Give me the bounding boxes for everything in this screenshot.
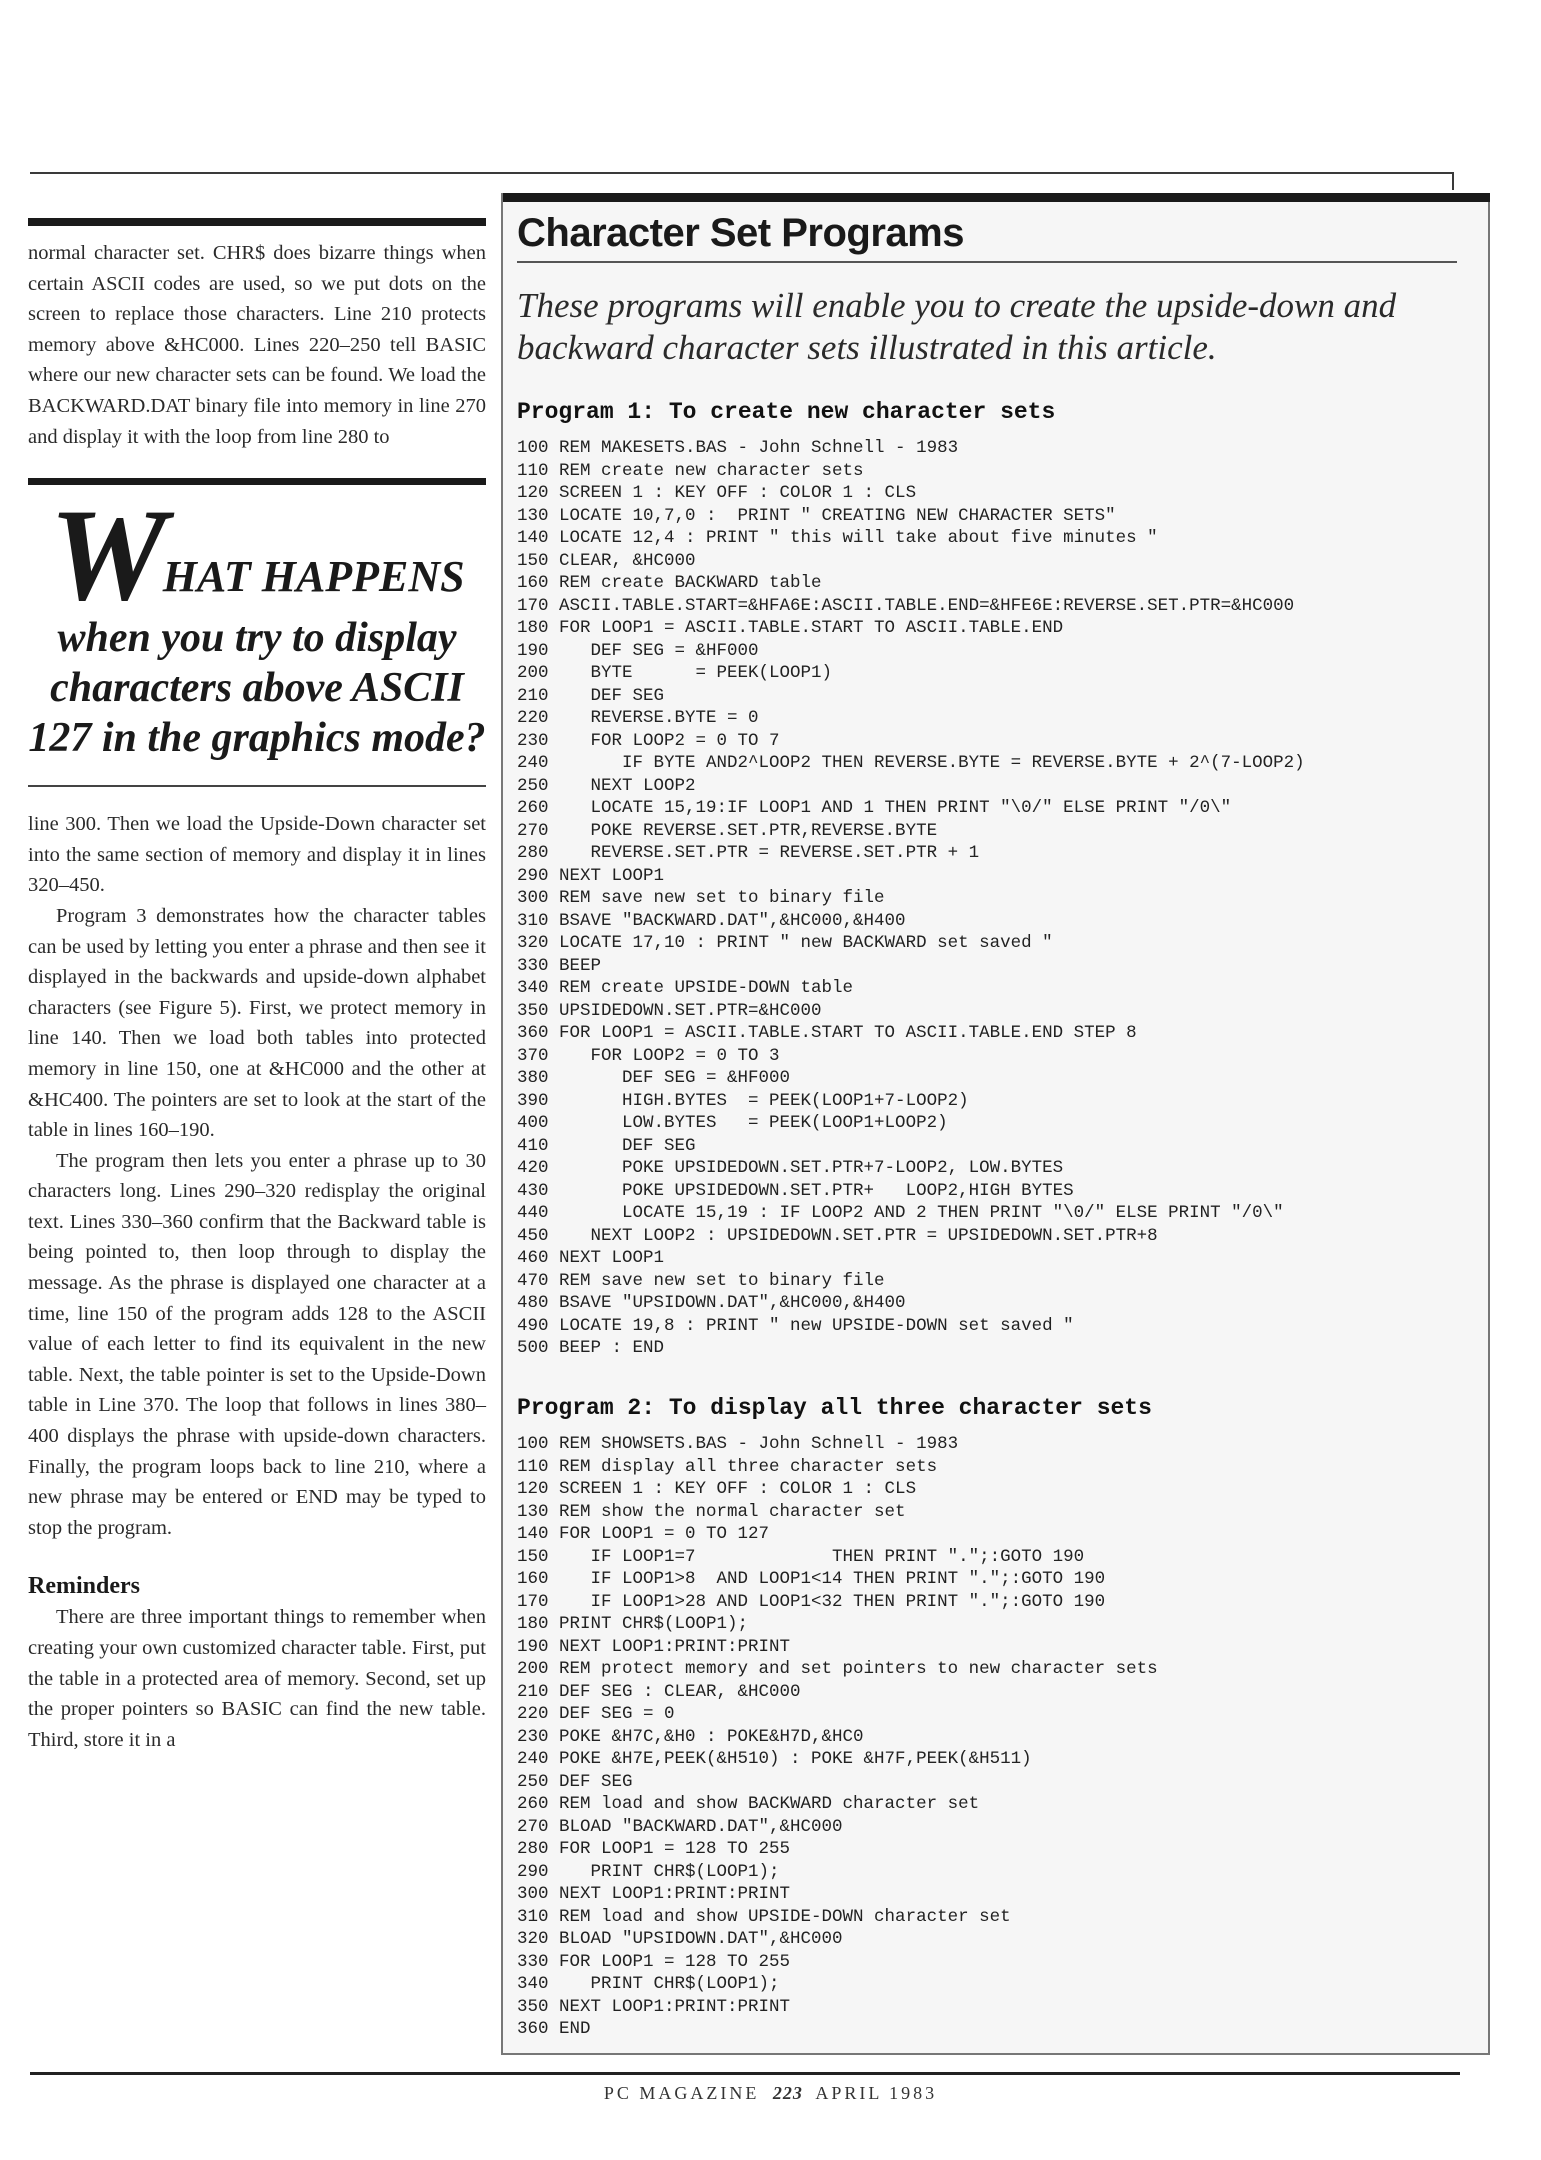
paragraph-5: There are three important things to remember when creating your own customized character table. First, put the table in a protected area of memory. Second, set up the proper pointers so BASIC can find the new table. Third, store it in a bbox=[28, 1606, 486, 1751]
pull-quote-subtitle: when you try to display characters above ASCII 127 in the graphics mode? bbox=[28, 615, 486, 762]
top-rule bbox=[30, 172, 1454, 174]
program-1-code: 100 REM MAKESETS.BAS - John Schnell - 1983 110 REM create new character sets 120 SCREEN 1 : KEY OFF : COLOR 1 : CLS 130 LOCATE 10,7,0 : PRINT " CREATING NEW CHARACTER SETS" 140 LOCATE 12,4 : PRINT " this will take about five minutes " 150 CLEAR, &HC000 160 REM create BACKWARD table 170 ASCII.TABLE.START=&HFA6E:ASCII.TABLE.END=&HFE6E:REVERSE.SET.PTR=&HC000 180 FOR LOOP1 = ASCII.TABLE.START TO ASCII.TABLE.END 190 DEF SEG = &HF000 200 BYTE = PEEK(LOOP1) 210 DEF SEG 220 REVERSE.BYTE = 0 230 FOR LOOP2 = 0 TO 7 240 IF BYTE AND2^LOOP2 THEN REVERSE.BYTE = REVERSE.BYTE + 2^(7-LOOP2) 250 NEXT LOOP2 260 LOCATE 15,19:IF LOOP1 AND 1 THEN PRINT "\0/" ELSE PRINT "/0\" 270 POKE REVERSE.SET.PTR,REVERSE.BYTE 280 REVERSE.SET.PTR = REVERSE.SET.PTR + 1 290 NEXT LOOP1 300 REM save new set to binary file 310 BSAVE "BACKWARD.DAT",&HC000,&H400 320 LOCATE 17,10 : PRINT " new BACKWARD set saved " 330 BEEP 340 REM create UPSIDE-DOWN table 350 UPSIDEDOWN.SET.PTR=&HC000 360 FOR LOOP1 = ASCII.TABLE.START TO ASCII.TABLE.END STEP 8 370 FOR LOOP2 = 0 TO 3 380 DEF SEG = &HF000 390 HIGH.BYTES = PEEK(LOOP1+7-LOOP2) 400 LOW.BYTES = PEEK(LOOP1+LOOP2) 410 DEF SEG 420 POKE UPSIDEDOWN.SET.PTR+7-LOOP2, LOW.BYTES 430 POKE UPSIDEDOWN.SET.PTR+ LOOP2,HIGH BYTES 440 LOCATE 15,19 : IF LOOP2 AND 2 THEN PRINT "\0/" ELSE PRINT "/0\" 450 NEXT LOOP2 : UPSIDEDOWN.SET.PTR = UPSIDEDOWN.SET.PTR+8 460 NEXT LOOP1 470 REM save new set to binary file 480 BSAVE "UPSIDOWN.DAT",&HC000,&H400 490 LOCATE 19,8 : PRINT " new UPSIDE-DOWN set saved " 500 BEEP : END bbox=[517, 438, 1305, 1358]
footer-page-number: 223 bbox=[772, 2083, 803, 2103]
box-intro: These programs will enable you to create the upside-down and backward character sets illustrated in this article. bbox=[517, 286, 1397, 367]
box-top-bar bbox=[503, 193, 1490, 202]
box-title-rule bbox=[517, 261, 1457, 263]
paragraph-4: The program then lets you enter a phrase up to 30 characters long. Lines 290–320 redisplay the original text. Lines 330–360 confirm that the Backward table is being pointed to, then loop through to display the message. As the phrase is displayed one character at a time, line 150 of the program adds 128 to the ASCII value of each letter to find its equivalent in the new table. Next, the table pointer is set to the Upside-Down table in Line 370. The loop that follows in lines 380–400 displays the phrase with upside-down characters. Finally, the program loops back to line 210, where a new phrase may be entered or END may be typed to stop the program. bbox=[28, 1149, 486, 1539]
program-2-code: 100 REM SHOWSETS.BAS - John Schnell - 1983 110 REM display all three character sets 120 SCREEN 1 : KEY OFF : COLOR 1 : CLS 130 REM show the normal character set 140 FOR LOOP1 = 0 TO 127 150 IF LOOP1=7 THEN PRINT ".";:GOTO 190 160 IF LOOP1>8 AND LOOP1<14 THEN PRINT ".";:GOTO 190 170 IF LOOP1>28 AND LOOP1<32 THEN PRINT ".";:GOTO 190 180 PRINT CHR$(LOOP1); 190 NEXT LOOP1:PRINT:PRINT 200 REM protect memory and set pointers to new character sets 210 DEF SEG : CLEAR, &HC000 220 DEF SEG = 0 230 POKE &H7C,&H0 : POKE&H7D,&HC0 240 POKE &H7E,PEEK(&H510) : POKE &H7F,PEEK(&H511) 250 DEF SEG 260 REM load and show BACKWARD character set 270 BLOAD "BACKWARD.DAT",&HC000 280 FOR LOOP1 = 128 TO 255 290 PRINT CHR$(LOOP1); 300 NEXT LOOP1:PRINT:PRINT 310 REM load and show UPSIDE-DOWN character set 320 BLOAD "UPSIDOWN.DAT",&HC000 330 FOR LOOP1 = 128 TO 255 340 PRINT CHR$(LOOP1); 350 NEXT LOOP1:PRINT:PRINT 360 END bbox=[517, 1434, 1158, 2039]
footer-magazine: PC MAGAZINE bbox=[603, 2083, 760, 2103]
bottom-rule bbox=[30, 2072, 1460, 2075]
pull-quote-rule bbox=[28, 785, 486, 787]
program-2-heading: Program 2: To display all three character sets bbox=[517, 1395, 1152, 1421]
paragraph-2: line 300. Then we load the Upside-Down character set into the same section of memory and display it in lines 320–450. bbox=[28, 813, 486, 897]
program-1-heading: Program 1: To create new character sets bbox=[517, 399, 1056, 425]
pull-quote bbox=[28, 478, 486, 787]
paragraph-3: Program 3 demonstrates how the character tables can be used by letting you enter a phrase and then see it displayed in the backwards and upside-down alphabet characters (see Figure 5). First, we protect memory in line 140. Then we load both tables into protected memory in line 150, one at &HC000 and the other at &HC400. The pointers are set to look at the start of the table in lines 160–190. bbox=[28, 904, 486, 1142]
column-top-bar bbox=[28, 218, 486, 226]
reminders-heading: Reminders bbox=[28, 1573, 140, 1600]
paragraph-1: normal character set. CHR$ does bizarre things when certain ASCII codes are used, so we put dots on the screen to replace those characters. Line 210 protects memory above &HC000. Lines 220–250 tell BASIC where our new character sets can be found. We load the BACKWARD.DAT binary file into memory in line 270 and display it with the loop from line 280 to bbox=[28, 242, 486, 448]
page-footer bbox=[0, 2083, 1541, 2104]
footer-date: APRIL 1983 bbox=[815, 2083, 938, 2103]
drop-letter: W bbox=[49, 481, 167, 629]
box-title: Character Set Programs bbox=[517, 211, 964, 255]
pull-quote-title: HAT HAPPENS bbox=[162, 552, 465, 602]
pull-quote-heading bbox=[28, 481, 486, 629]
program-listing-box bbox=[501, 193, 1490, 2055]
top-rule-tick bbox=[1452, 172, 1454, 190]
article-column bbox=[28, 218, 486, 1755]
